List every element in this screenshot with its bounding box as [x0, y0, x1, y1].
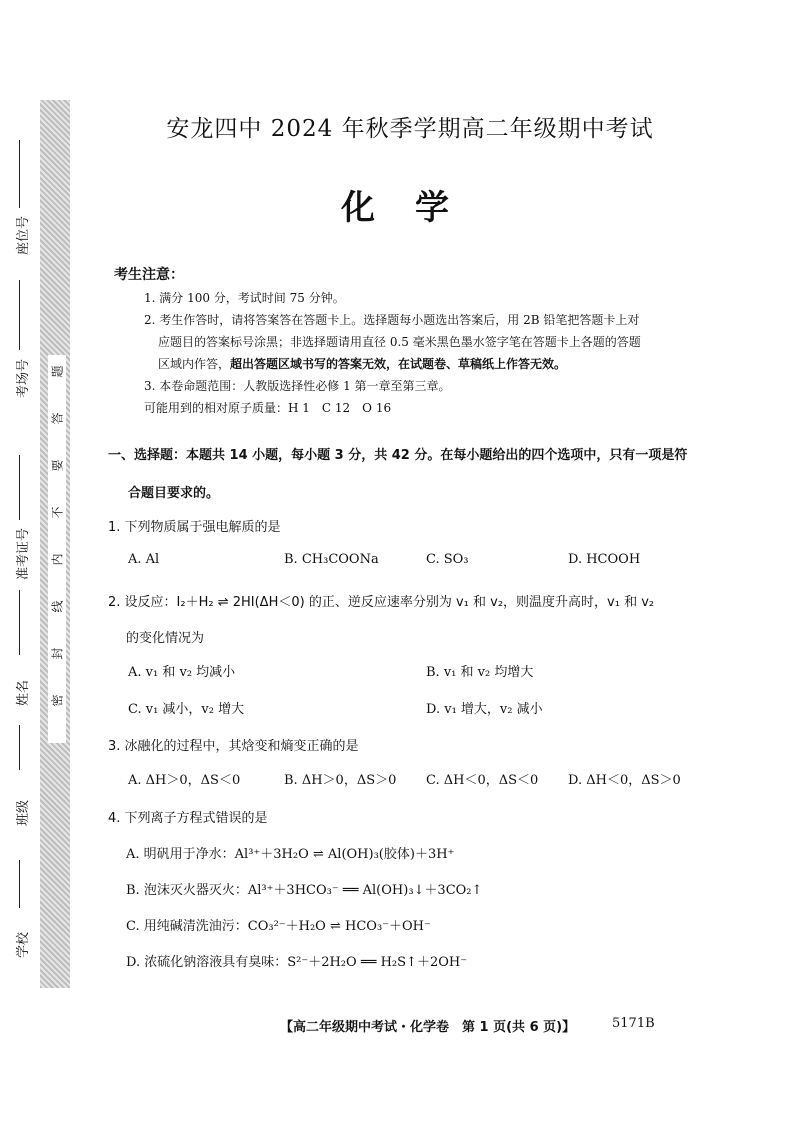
exam-title: 安龙四中 2024 年秋季学期高二年级期中考试 — [166, 116, 654, 142]
notice-item-1: 1. 满分 100 分，考试时间 75 分钟。 — [144, 291, 345, 305]
binding-field-blank[interactable] — [19, 280, 20, 350]
subject-title: 化学 — [341, 188, 489, 228]
question-2-stem: 2. 设反应：I₂＋H₂ ⇌ 2HI(ΔH＜0) 的正、逆反应速率分别为 v₁ 和 v₂，则温度升高时，v₁ 和 v₂ — [108, 595, 655, 610]
binding-field-blank[interactable] — [19, 140, 20, 208]
q1-option-d: D. HCOOH — [568, 552, 641, 567]
atomic-mass-note: 可能用到的相对原子质量：H 1 C 12 O 16 — [144, 401, 392, 415]
section-heading-cont: 合题目要求的。 — [128, 486, 220, 501]
q4-option-a: A. 明矾用于净水：Al³⁺＋3H₂O ⇌ Al(OH)₃(胶体)＋3H⁺ — [126, 847, 455, 862]
q2-option-c: C. v₁ 减小，v₂ 增大 — [128, 702, 245, 717]
seal-char: 题 — [50, 365, 65, 378]
q3-option-c: C. ΔH＜0，ΔS＜0 — [426, 773, 539, 788]
binding-field-blank[interactable] — [19, 455, 20, 520]
binding-field-label: 姓名 — [16, 679, 31, 706]
q3-option-b: B. ΔH＞0，ΔS＞0 — [284, 773, 397, 788]
seal-char: 内 — [50, 553, 65, 566]
notice-item-2-cont: 应题目的答案标号涂黑；非选择题请用直径 0.5 毫米黑色墨水签字笔在答题卡上各题的答题 — [158, 335, 641, 349]
notice-item-2-cont2-text: 区域内作答， — [158, 357, 231, 371]
binding-field-label: 班级 — [16, 799, 31, 826]
q2-option-b: B. v₁ 和 v₂ 均增大 — [426, 665, 534, 680]
q2-option-a: A. v₁ 和 v₂ 均减小 — [128, 665, 236, 680]
notice-heading: 考生注意： — [114, 267, 184, 283]
question-3-stem: 3. 冰融化的过程中，其焓变和熵变正确的是 — [108, 739, 359, 754]
seal-char: 要 — [50, 459, 65, 472]
q3-option-d: D. ΔH＜0，ΔS＞0 — [568, 773, 681, 788]
binding-field-label: 学校 — [16, 931, 31, 958]
binding-field-blank[interactable] — [19, 725, 20, 770]
question-4-stem: 4. 下列离子方程式错误的是 — [108, 811, 268, 826]
q1-option-c: C. SO₃ — [426, 552, 469, 567]
q3-option-a: A. ΔH＞0，ΔS＜0 — [128, 773, 241, 788]
binding-field-label: 座位号 — [16, 215, 31, 255]
q1-option-b: B. CH₃COONa — [284, 552, 379, 567]
seal-char: 封 — [50, 647, 65, 660]
question-1-stem: 1. 下列物质属于强电解质的是 — [108, 520, 281, 535]
notice-warning: 超出答题区域书写的答案无效，在试题卷、草稿纸上作答无效。 — [230, 357, 567, 371]
seal-char: 密 — [50, 694, 65, 707]
notice-item-2: 2. 考生作答时，请将答案答在答题卡上。选择题每小题选出答案后，用 2B 铅笔把答题卡上对 — [144, 313, 640, 327]
exam-code: 5171B — [612, 1016, 655, 1031]
binding-field-blank[interactable] — [19, 860, 20, 908]
seal-char: 答 — [50, 412, 65, 425]
binding-field-label: 准考证号 — [16, 527, 31, 580]
binding-field-label: 考场号 — [16, 358, 31, 398]
section-heading: 一、选择题：本题共 14 小题，每小题 3 分，共 42 分。在每小题给出的四个选项中，只有一项是符 — [108, 448, 688, 463]
page-footer: 【高二年级期中考试・化学卷 第 1 页(共 6 页)】 — [280, 1020, 576, 1035]
q4-option-d: D. 浓硫化钠溶液具有臭味：S²⁻＋2H₂O ══ H₂S↑＋2OH⁻ — [126, 955, 468, 970]
notice-item-2-cont2 — [158, 354, 566, 374]
q4-option-c: C. 用纯碱清洗油污：CO₃²⁻＋H₂O ⇌ HCO₃⁻＋OH⁻ — [126, 919, 431, 934]
q2-option-d: D. v₁ 增大，v₂ 减小 — [426, 702, 543, 717]
seal-char: 不 — [50, 506, 65, 519]
q1-option-a: A. Al — [128, 552, 160, 567]
binding-field-blank[interactable] — [19, 590, 20, 655]
q4-option-b: B. 泡沫灭火器灭火：Al³⁺＋3HCO₃⁻ ══ Al(OH)₃↓＋3CO₂↑ — [126, 883, 483, 898]
question-2-stem-cont: 的变化情况为 — [126, 631, 205, 646]
seal-char: 线 — [50, 600, 65, 613]
notice-item-3: 3. 本卷命题范围：人教版选择性必修 1 第一章至第三章。 — [144, 379, 451, 393]
